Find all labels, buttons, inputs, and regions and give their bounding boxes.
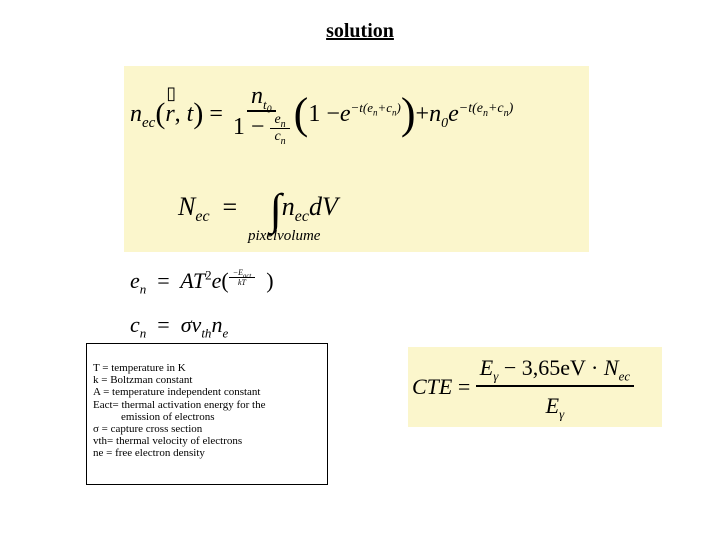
equation-N-ec: $N_{ec}$ = $\int n_{ec}dV$ — [178, 185, 338, 234]
legend-item: ne = free electron density — [93, 447, 205, 460]
variable-legend — [86, 343, 328, 485]
legend-item: vth= thermal velocity of electrons — [93, 435, 243, 448]
equation-n-ec: $n_{ec}$ ( r ▯ , t ) = $n_{t_0}$ 1 − $\frac{e_n}{c_n}$ ( 1 − $e^{-t(e_n+c_n)}$ ) + $n_0e^{-t(e_n+c_n)}$ — [130, 82, 514, 147]
integral-limit-label: pixelvolume — [248, 228, 321, 244]
legend-item: A = temperature independent constant — [93, 386, 261, 399]
legend-item: Eact= thermal activation energy for the — [93, 398, 266, 411]
legend-item: T = temperature in K — [93, 362, 186, 374]
cte-panel — [408, 347, 662, 427]
slide-title: solution — [326, 20, 394, 42]
equation-c-n: $c_n = \sigma v_{th}n_e$ — [130, 312, 229, 341]
legend-item: emission of electrons — [121, 410, 215, 423]
equation-cte: CTE = $\frac{E_\gamma - 3,65eV \cdot N_{ec}}{E_\gamma}$ — [412, 351, 634, 423]
legend-item: σ = capture cross section — [93, 423, 203, 436]
cte-constant: 3,65eV — [521, 355, 586, 380]
equation-panel — [124, 66, 589, 252]
equation-e-n: $e_n = AT^2e$( $\frac{-E_{act}}{kT}$ ) — [130, 267, 274, 297]
legend-item: k = Boltzman constant — [93, 374, 193, 387]
